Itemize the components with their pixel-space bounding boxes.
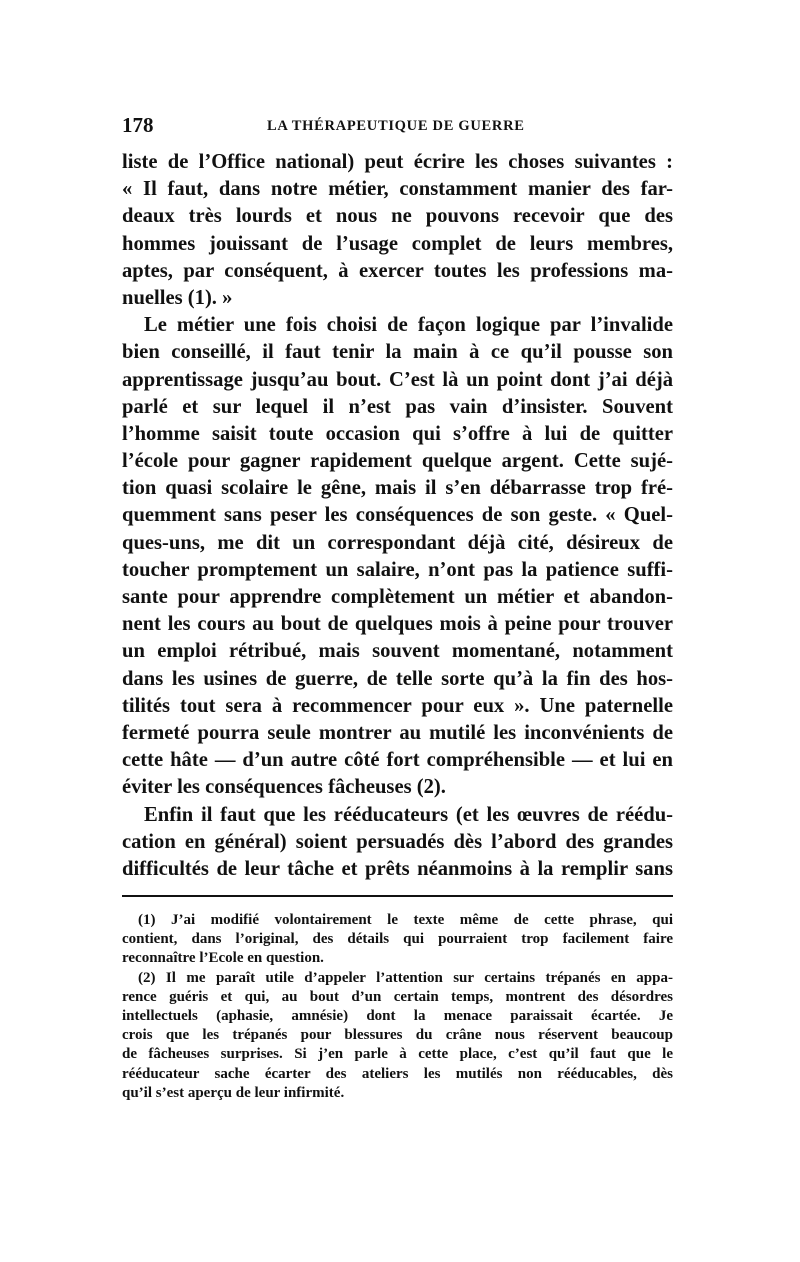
- footnotes: [122, 911, 673, 1103]
- body-line: tion quasi scolaire le gêne, mais il s’en débarrasse trop fré-: [122, 477, 673, 500]
- body-line: ques-uns, me dit un correspondant déjà cité, désireux de: [122, 531, 673, 554]
- footnote-line: intellectuels (aphasie, amnésie) dont la menace paraissait écartée. Je: [122, 1008, 673, 1024]
- body-line: difficultés de leur tâche et prêts néanmoins à la remplir sans: [122, 857, 673, 880]
- footnote-separator-rule: [122, 895, 673, 897]
- body-line: sante pour apprendre complètement un métier et abandon-: [122, 586, 673, 608]
- body-line: l’homme saisit toute occasion qui s’offre à lui de quitter: [122, 422, 673, 445]
- body-line: l’école pour gagner rapidement quelque argent. Cette sujé-: [122, 450, 673, 473]
- body-line: deaux très lourds et nous ne pouvons recevoir que des: [122, 205, 673, 228]
- body-line: fermeté pourra seule montrer au mutilé les inconvénients de: [122, 721, 673, 744]
- page-number: 178: [122, 113, 154, 137]
- body-line: un emploi rétribué, mais souvent momentané, notamment: [122, 640, 673, 663]
- body-line: quemment sans peser les conséquences de son geste. « Quel-: [122, 504, 673, 527]
- body-line: bien conseillé, il faut tenir la main à ce qu’il pousse son: [122, 341, 673, 364]
- footnote-line: contient, dans l’original, des détails qui pourraient trop facilement faire: [122, 931, 673, 948]
- footnote-line: rence guéris et qui, au bout d’un certain temps, montrent des désordres: [122, 988, 673, 1005]
- body-line: aptes, par conséquent, à exercer toutes les professions ma-: [122, 259, 673, 282]
- page-header: [122, 112, 673, 138]
- body-line: éviter les conséquences fâcheuses (2).: [122, 776, 446, 799]
- footnote-line: crois que les trépanés pour blessures du crâne nous réservent beaucoup: [122, 1027, 673, 1044]
- footnote-line: qu’il s’est aperçu de leur infirmité.: [122, 1084, 345, 1101]
- body-line: nuelles (1). »: [122, 286, 233, 309]
- body-line: cette hâte — d’un autre côté fort compréhensible — et lui en: [122, 749, 673, 772]
- body-line: liste de l’Office national) peut écrire les choses suivantes :: [122, 151, 673, 173]
- footnote-line: reconnaître l’Ecole en question.: [122, 950, 324, 967]
- body-line: tilités tout sera à recommencer pour eux ». Une paternelle: [122, 694, 673, 717]
- body-text: [122, 149, 673, 883]
- body-line: apprentissage jusqu’au bout. C’est là un point dont j’ai déjà: [122, 368, 673, 391]
- body-line: parlé et sur lequel il n’est pas vain d’insister. Souvent: [122, 395, 673, 418]
- footnote-line: rééducateur sache écarter des ateliers les mutilés non rééducables, dès: [122, 1065, 673, 1082]
- body-line: « Il faut, dans notre métier, constamment manier des far-: [122, 178, 673, 201]
- book-page: [122, 112, 673, 1103]
- footnote-line: (1) J’ai modifié volontairement le texte même de cette phrase, qui: [138, 912, 673, 929]
- footnote-line: de fâcheuses surprises. Si j’en parle à cette place, c’est qu’il faut que le: [122, 1046, 673, 1063]
- body-line: nent les cours au bout de quelques mois à peine pour trouver: [122, 613, 673, 636]
- footnote-line: (2) Il me paraît utile d’appeler l’attention sur certains trépanés en appa-: [138, 969, 673, 986]
- body-line: toucher promptement un salaire, n’ont pas la patience suffi-: [122, 558, 673, 581]
- body-line: Enfin il faut que les rééducateurs (et les œuvres de réédu-: [144, 803, 673, 826]
- body-line: hommes jouissant de l’usage complet de leurs membres,: [122, 232, 673, 255]
- body-line: Le métier une fois choisi de façon logique par l’invalide: [144, 314, 673, 337]
- body-line: cation en général) soient persuadés dès l’abord des grandes: [122, 830, 673, 853]
- running-title: LA THÉRAPEUTIQUE DE GUERRE: [267, 118, 525, 134]
- body-line: dans les usines de guerre, de telle sorte qu’à la fin des hos-: [122, 667, 673, 690]
